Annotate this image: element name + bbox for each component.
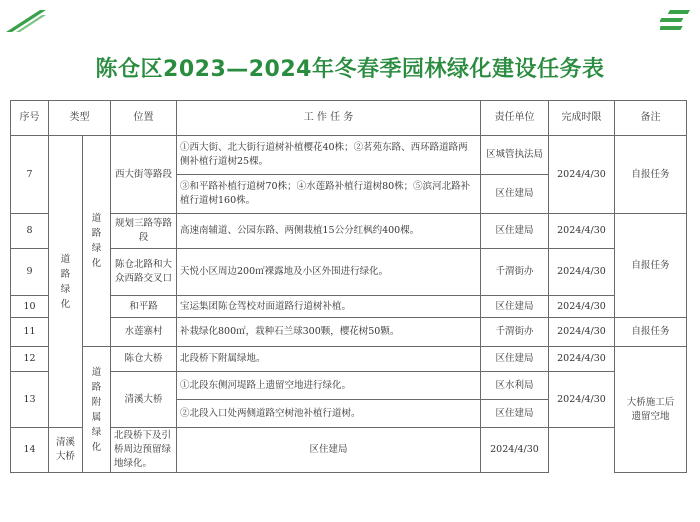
row-location: 西大街等路段 [111,136,177,214]
row-deadline: 2024/4/30 [549,347,615,372]
row-num: 13 [11,372,49,428]
row-unit: 千渭街办 [481,249,549,296]
table-row [11,214,687,249]
table-row [11,249,687,296]
row-task: ③和平路补植行道树70株；④水莲路补植行道树80株；⑤滨河北路补植行道树160株。 [177,175,481,214]
row-deadline: 2024/4/30 [549,249,615,296]
task-table [10,100,687,473]
category-sub-road: 道路绿化 [83,136,111,347]
row-location: 规划三路等路段 [111,214,177,249]
row-deadline: 2024/4/30 [549,318,615,347]
row-location: 清溪大桥 [49,428,83,473]
row-task: 补栽绿化800㎡，栽种石兰球300颗，樱花树50颗。 [177,318,481,347]
row-unit: 区住建局 [481,347,549,372]
row-num: 9 [11,249,49,296]
row-location: 和平路 [111,296,177,318]
row-task: 高速南辅道、公园东路、两侧栽植15公分红枫约400棵。 [177,214,481,249]
row-location: 陈仓大桥 [111,347,177,372]
row-deadline: 2024/4/30 [549,214,615,249]
page-title: 陈仓区2023—2024年冬春季园林绿化建设任务表 [95,57,605,82]
row-unit: 区城管执法局 [481,136,549,175]
row-unit: 区住建局 [481,296,549,318]
table-header-row [11,101,687,136]
header-num: 序号 [11,101,49,136]
row-note: 大桥施工后遗留空地 [615,347,687,473]
row-unit: 区住建局 [177,428,481,473]
table-row [11,318,687,347]
row-num: 10 [11,296,49,318]
row-deadline: 2024/4/30 [549,136,615,214]
row-num: 7 [11,136,49,214]
row-num: 11 [11,318,49,347]
row-location: 水莲寨村 [111,318,177,347]
header-type: 类型 [49,101,111,136]
row-note: 自报任务 [615,136,687,214]
row-task: ①北段东侧河堤路上遗留空地进行绿化。 [177,372,481,400]
row-note: 自报任务 [615,214,687,318]
header-deadline: 完成时限 [549,101,615,136]
table-row [11,347,687,372]
row-location: 陈仓北路和大众西路交叉口 [111,249,177,296]
row-task: 北段桥下及引桥周边预留绿地绿化。 [111,428,177,473]
row-num: 14 [11,428,49,473]
row-unit: 区住建局 [481,214,549,249]
table-row [11,296,687,318]
header-unit: 责任单位 [481,101,549,136]
header-task: 工 作 任 务 [177,101,481,136]
category-main: 道路绿化 [49,136,83,428]
header-note: 备注 [615,101,687,136]
corner-decoration-right-icon [660,10,696,34]
row-num: 8 [11,214,49,249]
row-deadline: 2024/4/30 [549,296,615,318]
table-row [11,428,687,473]
header-location: 位置 [111,101,177,136]
row-location: 清溪大桥 [111,372,177,428]
table-row [11,136,687,175]
row-num: 12 [11,347,49,372]
row-task: 宝运集团陈仓驾校对面道路行道树补植。 [177,296,481,318]
row-task: ①西大街、北大街行道树补植樱花40株；②茗苑东路、西环路道路两侧补植行道树25棵。 [177,136,481,175]
row-task: 北段桥下附属绿地。 [177,347,481,372]
corner-decoration-left-icon [6,10,46,32]
row-unit: 区住建局 [481,400,549,428]
table-row [11,372,687,400]
category-sub-ancillary: 道路附属绿化 [83,347,111,473]
row-unit: 千渭街办 [481,318,549,347]
row-note: 自报任务 [615,318,687,347]
row-deadline: 2024/4/30 [481,428,549,473]
row-task: 天悦小区周边200㎡裸露地及小区外围进行绿化。 [177,249,481,296]
row-task: ②北段入口处两侧道路空树池补植行道树。 [177,400,481,428]
row-deadline: 2024/4/30 [549,372,615,428]
row-unit: 区住建局 [481,175,549,214]
row-unit: 区水利局 [481,372,549,400]
